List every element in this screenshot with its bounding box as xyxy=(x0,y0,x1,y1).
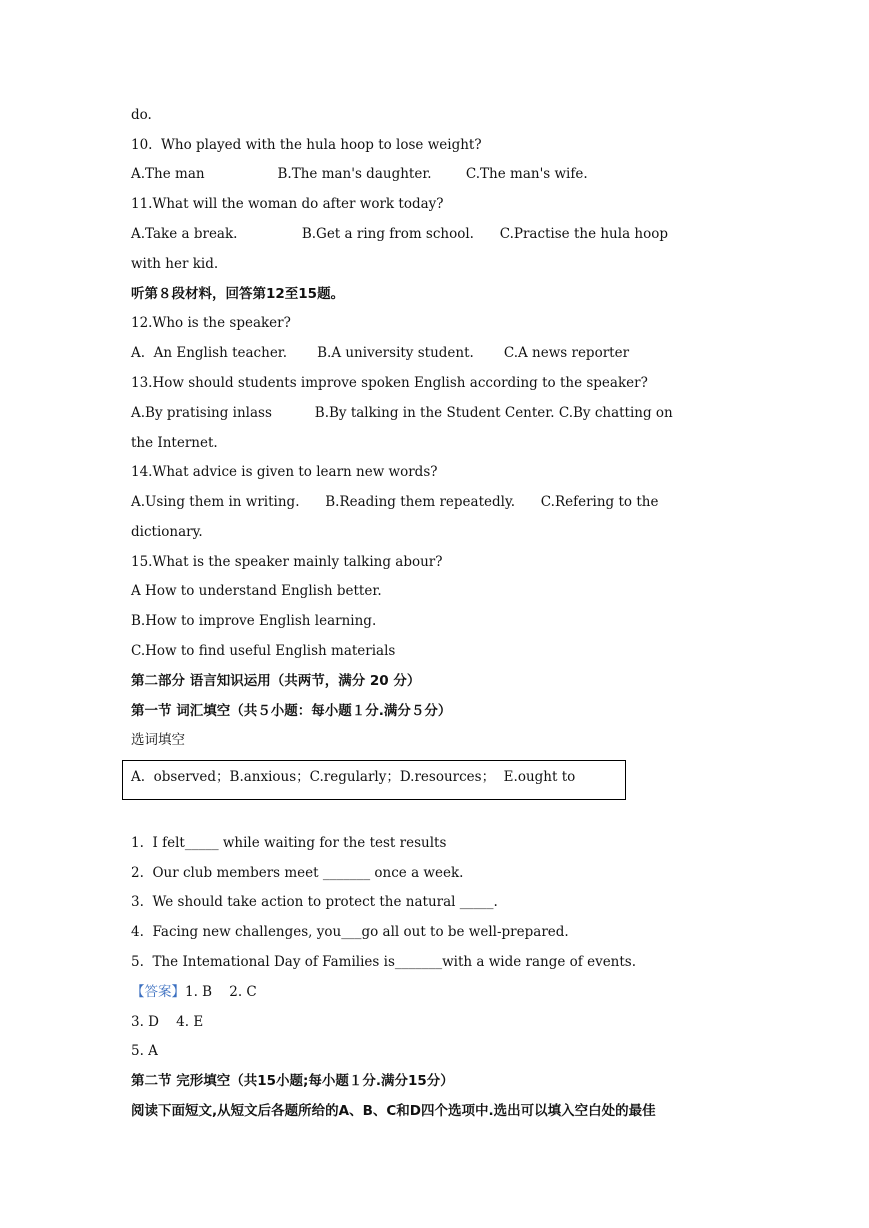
fill-question-3: 3. We should take action to protect the natural _____. xyxy=(131,894,498,910)
question-15-option-b: B.How to improve English learning. xyxy=(131,613,377,629)
question-15-option-c: C.How to find useful English materials xyxy=(131,643,396,659)
question-15: 15.What is the speaker mainly talking abour? xyxy=(131,554,443,570)
question-11-options: A.Take a break. B.Get a ring from school. C.Practise the hula hoop xyxy=(131,226,669,242)
answer-values: 1. B 2. C xyxy=(185,984,257,1000)
fill-question-2: 2. Our club members meet _______ once a week. xyxy=(131,865,464,881)
question-10: 10. Who played with the hula hoop to lose weight? xyxy=(131,137,482,153)
answer-line xyxy=(131,983,257,1001)
section-instruction: 听第８段材料，回答第12至15题。 xyxy=(131,286,345,302)
answer-tag: 【答案】 xyxy=(131,984,185,1000)
question-14-options-cont: dictionary. xyxy=(131,524,203,540)
fill-question-4: 4. Facing new challenges, you___go all out to be well-prepared. xyxy=(131,924,569,940)
fill-question-5: 5. The Intemational Day of Families is_______with a wide range of events. xyxy=(131,954,637,970)
question-13-options: A.By pratising inlass B.By talking in the Student Center. C.By chatting on xyxy=(131,405,673,421)
section-two-heading: 第二节 完形填空（共15小题;每小题１分.满分15分） xyxy=(131,1073,454,1089)
question-14-options: A.Using them in writing. B.Reading them repeatedly. C.Refering to the xyxy=(131,494,659,510)
question-12-options: A. An English teacher. B.A university student. C.A news reporter xyxy=(131,345,630,361)
fill-in-label: 选词填空 xyxy=(131,732,185,748)
fill-question-1: 1. I felt_____ while waiting for the test results xyxy=(131,835,447,851)
question-13: 13.How should students improve spoken English according to the speaker? xyxy=(131,375,648,391)
answer-line-3: 5. A xyxy=(131,1043,158,1059)
question-10-options: A.The man B.The man's daughter. C.The man's wife. xyxy=(131,166,588,182)
question-14: 14.What advice is given to learn new words? xyxy=(131,464,438,480)
part-two-heading: 第二部分 语言知识运用（共两节，满分 20 分） xyxy=(131,673,421,689)
question-11-options-cont: with her kid. xyxy=(131,256,219,272)
text-line: do. xyxy=(131,107,152,123)
section-one-heading: 第一节 词汇填空（共５小题：每小题１分.满分５分） xyxy=(131,703,452,719)
question-13-options-cont: the Internet. xyxy=(131,435,218,451)
word-bank: A. observed；B.anxious；C.regularly；D.resources； E.ought to xyxy=(131,769,576,785)
question-11: 11.What will the woman do after work today? xyxy=(131,196,444,212)
cloze-instruction: 阅读下面短文,从短文后各题所给的A、B、C和D四个选项中.选出可以填入空白处的最佳 xyxy=(131,1103,656,1119)
answer-line-2: 3. D 4. E xyxy=(131,1014,204,1030)
question-12: 12.Who is the speaker? xyxy=(131,315,291,331)
question-15-option-a: A How to understand English better. xyxy=(131,583,382,599)
